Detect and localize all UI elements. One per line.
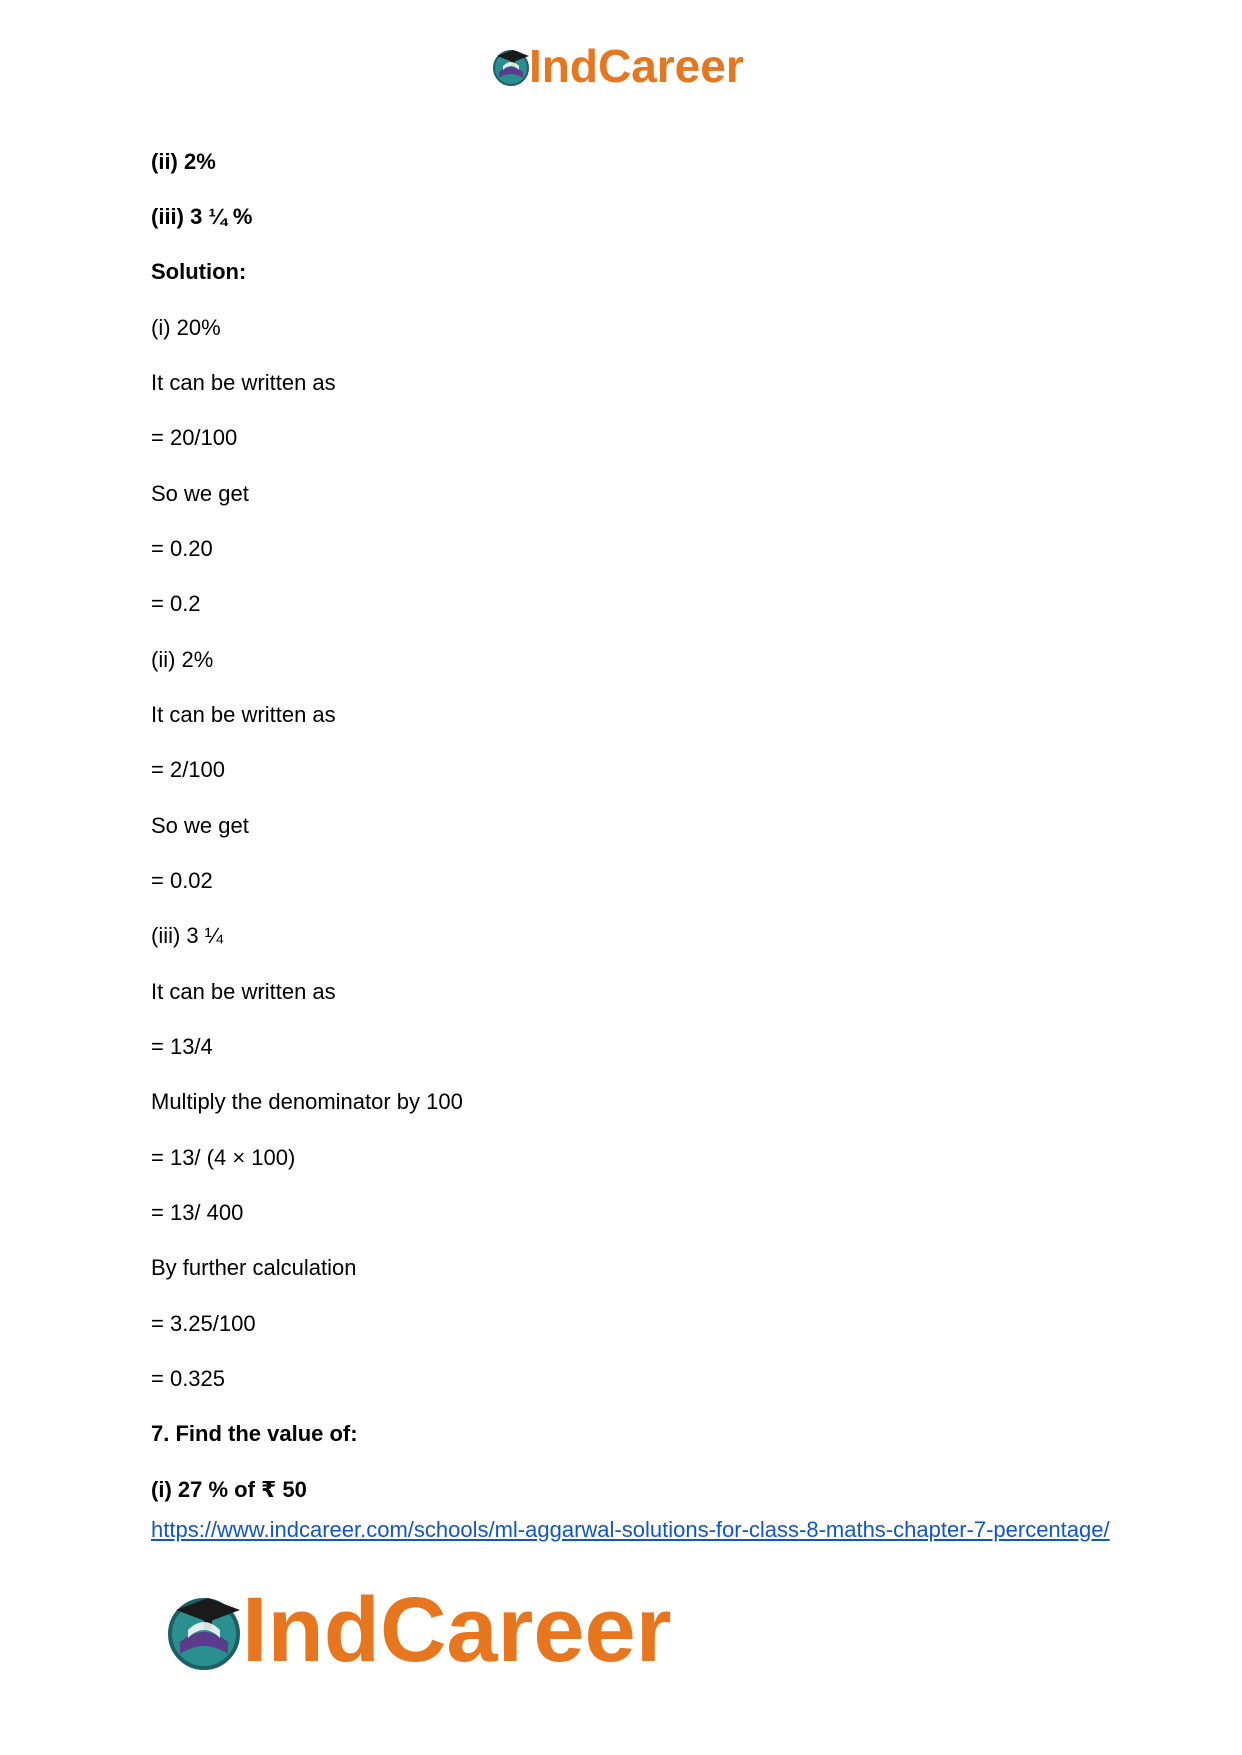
text-line: = 3.25/100 [151, 1311, 256, 1336]
text-line: Multiply the denominator by 100 [151, 1089, 463, 1114]
footer-logo [160, 1579, 672, 1681]
text-line: (i) 20% [151, 315, 221, 340]
text-line: It can be written as [151, 979, 336, 1004]
text-line: So we get [151, 481, 249, 506]
text-line: It can be written as [151, 702, 336, 727]
graduation-globe-icon [160, 1586, 248, 1674]
text-line: = 0.02 [151, 868, 213, 893]
source-link[interactable]: https://www.indcareer.com/schools/ml-aggarwal-solutions-for-class-8-maths-chapter-7-percentage/ [151, 1517, 1110, 1542]
text-line: = 0.325 [151, 1366, 226, 1391]
text-line: (ii) 2% [151, 647, 214, 672]
graduation-globe-icon [489, 44, 533, 88]
question-heading: 7. Find the value of: [151, 1421, 358, 1446]
text-line: = 0.2 [151, 591, 201, 616]
text-line: By further calculation [151, 1255, 357, 1280]
header-logo-text: IndCareer [529, 40, 744, 92]
footer-logo-text: IndCareer [242, 1579, 672, 1681]
text-line: = 0.20 [151, 536, 213, 561]
text-line: = 13/ (4 × 100) [151, 1145, 296, 1170]
header-logo [489, 42, 744, 90]
text-line: Solution: [151, 259, 247, 284]
text-line: = 13/4 [151, 1034, 213, 1059]
text-line: So we get [151, 813, 249, 838]
text-line: (iii) 3 ¼ % [151, 204, 253, 229]
text-line: = 13/ 400 [151, 1200, 244, 1225]
text-line: (iii) 3 ¼ [151, 923, 224, 948]
text-line: It can be written as [151, 370, 336, 395]
question-part: (i) 27 % of ₹ 50 [151, 1477, 307, 1502]
text-line: = 2/100 [151, 757, 226, 782]
text-line: (ii) 2% [151, 149, 216, 174]
text-line: = 20/100 [151, 425, 238, 450]
